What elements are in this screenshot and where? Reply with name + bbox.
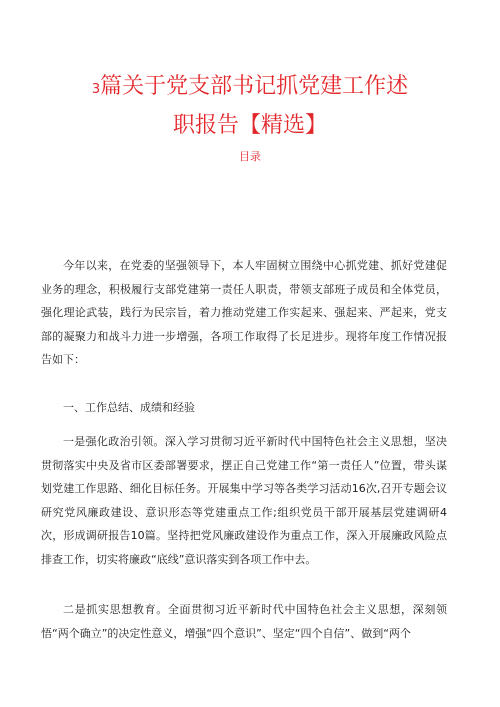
document-title-line-1 (0, 72, 500, 105)
paragraph-political-guidance: 一是强化政治引领。深入学习贯彻习近平新时代中国特色社会主义思想，坚决贯彻落实中央及省市区委部署要求，摆正自己党建工作“第一责任人”位置，带头谋划党建工作思路、细化目标任务。开展集中学习等各类学习活动16次,召开专题会议研究党风廉政建设、意识形态等党建重点工作;组织党员干部开展基层党建调研4次，形成调研报告10篇。坚持把党风廉政建设作为重点工作，深入开展廉政风险点排查工作，切实将廉政“底线”意识落实到各项工作中去。 (41, 435, 447, 566)
paragraph-intro: 今年以来，在党委的坚强领导下，本人牢固树立围绕中心抓党建、抓好党建促业务的理念，积极履行支部党建第一责任人职责，带领支部班子成员和全体党员，强化理论武装，践行为民宗旨，着力推动党建工作实起来、强起来、严起来，党支部的凝聚力和战斗力进一步增强，各项工作取得了长足进步。现将年度工作情况报告如下： (41, 259, 447, 367)
section-heading-1: 一、工作总结、成绩和经验 (63, 401, 195, 414)
title-text-1: 篇关于党支部书记抓党建工作述 (100, 74, 409, 99)
title-number: 3 (91, 82, 101, 97)
toc-label: 目录 (239, 150, 261, 163)
paragraph-ideological-education: 二是抓实思想教育。全面贯彻习近平新时代中国特色社会主义思想，深刻领悟“两个确立”的决定性意义，增强“四个意识”、坚定“四个自信”、做到“两个 (41, 603, 447, 640)
document-title-line-2: 职报告【精选】 (172, 113, 327, 138)
